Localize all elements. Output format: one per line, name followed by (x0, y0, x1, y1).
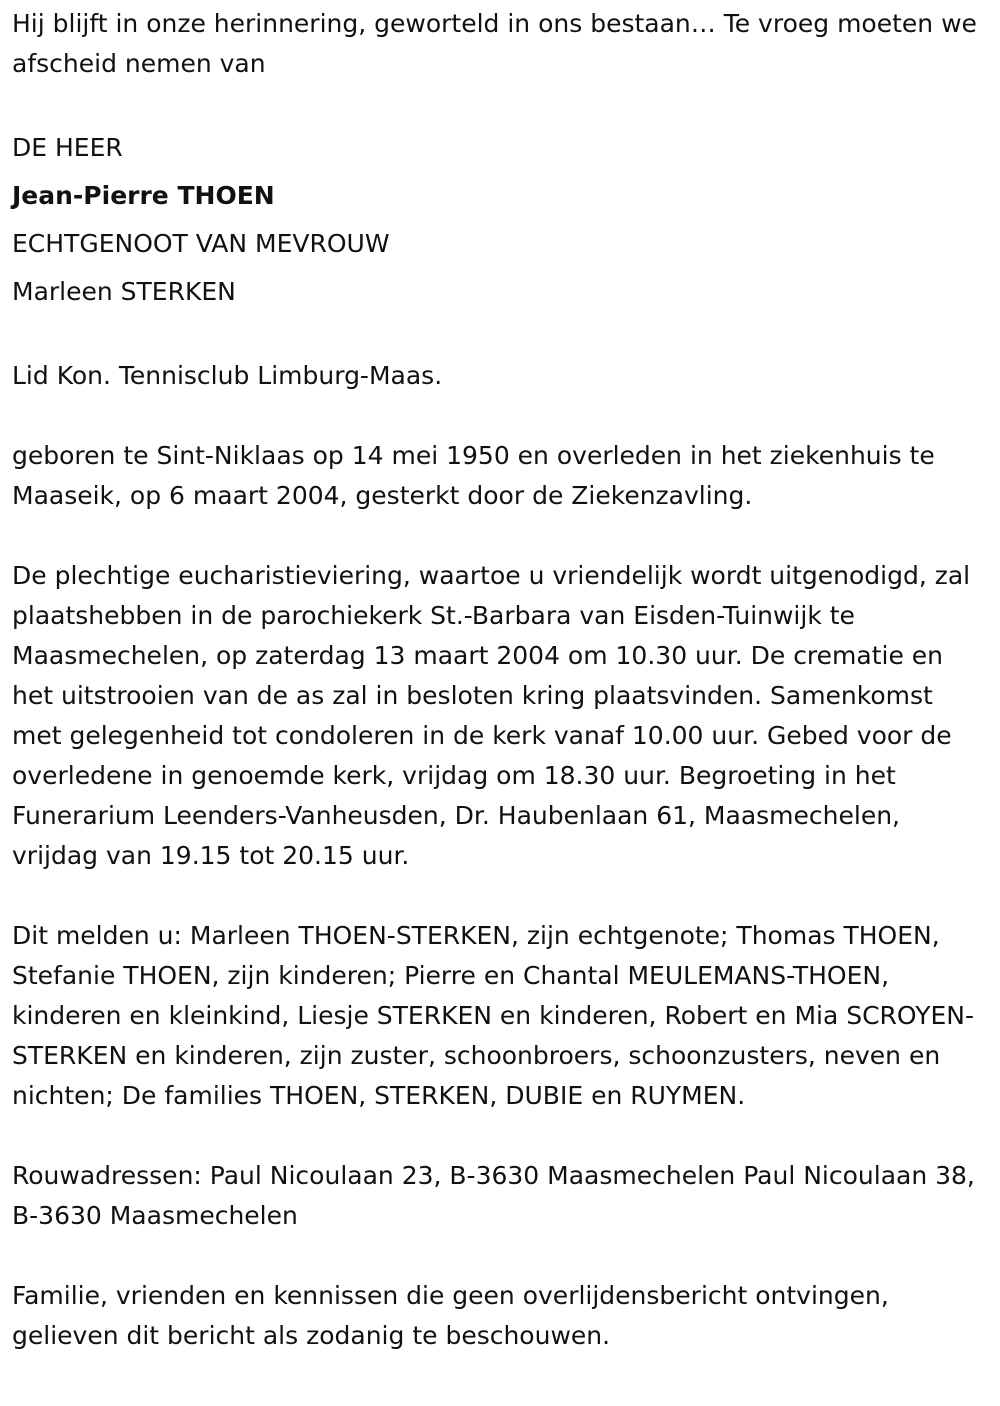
ceremony-text: De plechtige eucharistieviering, waartoe u vriendelijk wordt uitgenodigd, zal plaatshebben in de parochiekerk St.-Barbara van Eisden-Tuinwijk te Maasmechelen, op zaterdag 13 maart 2004 om 10.30 uur. De crematie en het uitstrooien van de as zal in besloten kring plaatsvinden. Samenkomst met gelegenheid tot condoleren in de kerk vanaf 10.00 uur. Gebed voor de overledene in genoemde kerk, vrijdag om 18.30 uur. Begroeting in het Funerarium Leenders-Vanheusden, Dr. Haubenlaan 61, Maasmechelen, vrijdag van 19.15 tot 20.15 uur. (12, 561, 971, 870)
title-prefix: DE HEER (12, 133, 123, 162)
addresses-text: Rouwadressen: Paul Nicoulaan 23, B-3630 Maasmechelen Paul Nicoulaan 38, B-3630 Maasmechelen (12, 1161, 975, 1230)
spacer (12, 1236, 988, 1276)
spacer (12, 84, 988, 124)
spacer (12, 1116, 988, 1156)
spacer (12, 516, 988, 556)
spacer (12, 396, 988, 436)
membership-text: Lid Kon. Tennisclub Limburg-Maas. (12, 361, 443, 390)
intro-text: Hij blijft in onze herinnering, geworteld in ons bestaan… Te vroeg moeten we afscheid nemen van (12, 9, 977, 78)
spouse-name: Marleen STERKEN (12, 277, 236, 306)
spacer (12, 316, 988, 356)
deceased-name: Jean-Pierre THOEN (12, 181, 275, 210)
birth-death-text: geboren te Sint-Niklaas op 14 mei 1950 en overleden in het ziekenhuis te Maaseik, op 6 maart 2004, gesterkt door de Ziekenzavling. (12, 441, 935, 510)
spacer (12, 876, 988, 916)
closing-text: Familie, vrienden en kennissen die geen overlijdensbericht ontvingen, gelieven dit bericht als zodanig te beschouwen. (12, 1281, 889, 1350)
spouse-label: ECHTGENOOT VAN MEVROUW (12, 229, 390, 258)
announcers-text: Dit melden u: Marleen THOEN-STERKEN, zijn echtgenote; Thomas THOEN, Stefanie THOEN, zijn kinderen; Pierre en Chantal MEULEMANS-THOEN, kinderen en kleinkind, Liesje STERKEN en kinderen, Robert en Mia SCROYEN-STERKEN en kinderen, zijn zuster, schoonbroers, schoonzusters, neven en nichten; De families THOEN, STERKEN, DUBIE en RUYMEN. (12, 921, 975, 1110)
